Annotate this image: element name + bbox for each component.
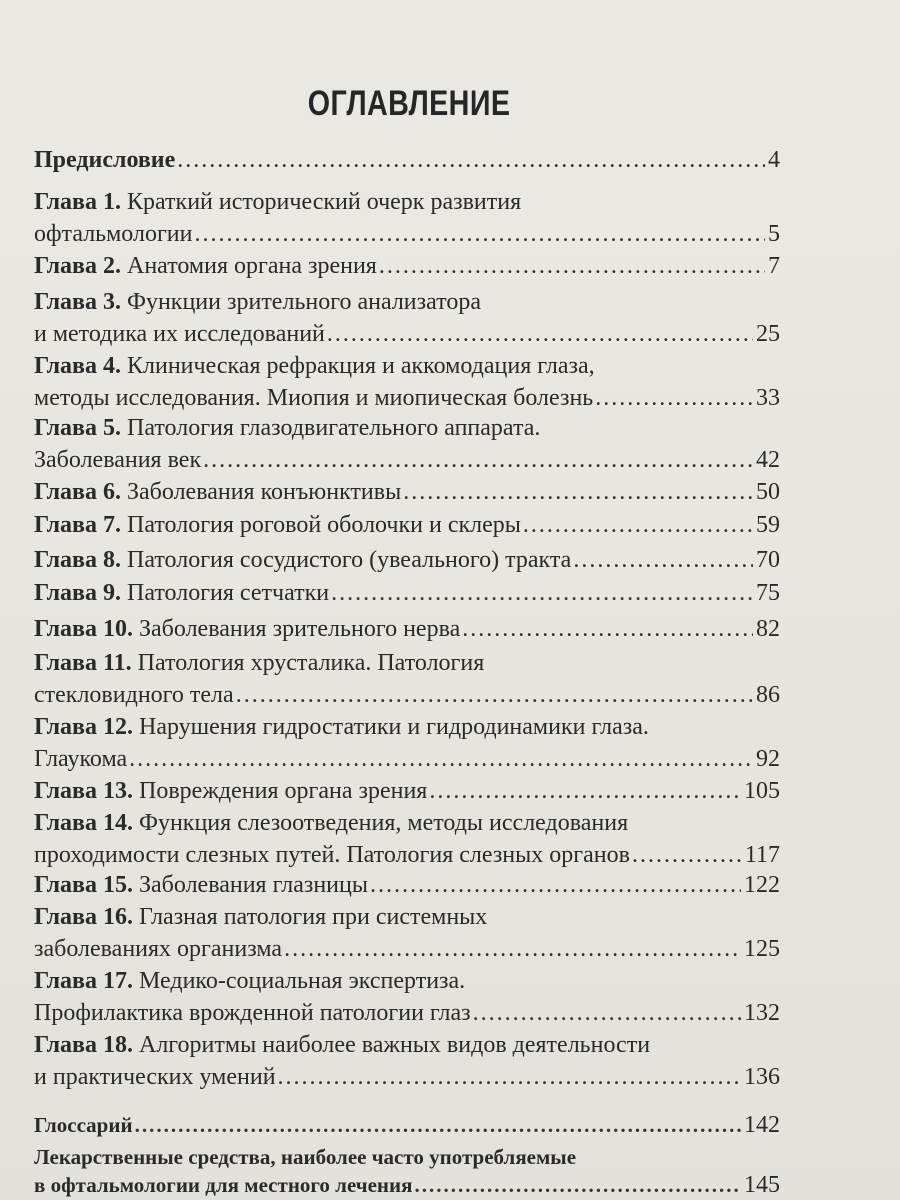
toc-lead-line: [34, 145, 780, 176]
leader-dots: [278, 1062, 741, 1093]
leader-dots: [284, 934, 741, 965]
toc-lead-line: [34, 776, 780, 807]
toc-page-number: 7: [768, 253, 780, 279]
leader-dots: [236, 680, 753, 711]
toc-lead-line: [34, 840, 780, 871]
toc-page-number: 33: [756, 385, 780, 411]
toc-chapter-label: Глава 16.: [34, 904, 133, 930]
toc-chapter-label: Глава 13.: [34, 778, 133, 804]
toc-lead-line: [34, 998, 780, 1029]
toc-chapter-label: Предисловие: [34, 147, 176, 173]
toc-chapter-title: Заболевания глазницы: [139, 872, 368, 898]
toc-chapter-label: Глава 5.: [34, 415, 121, 441]
leader-dots: [414, 1170, 741, 1200]
toc-chapter-title: Нарушения гидростатики и гидродинамики глаза.: [139, 714, 649, 740]
toc-lead-line: [34, 870, 780, 901]
toc-lead-line: [34, 319, 780, 350]
toc-lead-line: [34, 1062, 780, 1093]
leader-dots: [327, 319, 753, 350]
toc-chapter-title: Патология роговой оболочки и склеры: [127, 512, 521, 538]
toc-chapter-title: Медико-социальная экспертиза.: [139, 968, 466, 994]
toc-lead-line: [34, 383, 780, 414]
toc-continuation: проходимости слезных путей. Патология слезных органов: [34, 842, 630, 868]
toc-chapter-title: Функция слезоотведения, методы исследования: [139, 810, 629, 836]
toc-continuation: и практических умений: [34, 1064, 276, 1090]
toc-first-line: [34, 351, 595, 382]
toc-lead-line: [34, 251, 780, 282]
toc-chapter-label: Глава 10.: [34, 616, 133, 642]
toc-continuation: стекловидного тела: [34, 682, 234, 708]
toc-continuation: в офтальмологии для местного лечения: [34, 1173, 413, 1197]
toc-chapter-title: Клиническая рефракция и аккомодация глаза,: [127, 353, 595, 379]
toc-chapter-title: Алгоритмы наиболее важных видов деятельности: [139, 1032, 651, 1058]
leader-dots: [462, 614, 753, 645]
toc-chapter-label: Глава 11.: [34, 650, 132, 676]
toc-first-line: [34, 712, 649, 743]
toc-page-number: 82: [756, 616, 780, 642]
toc-first-line: [34, 966, 465, 997]
toc-first-line: [34, 648, 484, 679]
toc-chapter-title: Функции зрительного анализатора: [127, 289, 481, 315]
toc-page-number: 92: [756, 746, 780, 772]
toc-chapter-label: Глава 14.: [34, 810, 133, 836]
toc-first-line: [34, 287, 481, 318]
toc-page-number: 125: [744, 936, 780, 962]
leader-dots: [429, 776, 741, 807]
page-title: ОГЛАВЛЕНИЕ: [307, 84, 511, 123]
toc-chapter-label: Глава 7.: [34, 512, 121, 538]
toc-page-number: 4: [768, 147, 780, 173]
toc-continuation: и методика их исследований: [34, 321, 325, 347]
toc-continuation: Профилактика врожденной патологии глаз: [34, 1000, 471, 1026]
toc-page-number: 42: [756, 447, 780, 473]
toc-page-number: 142: [744, 1112, 780, 1138]
toc-chapter-label: Глава 12.: [34, 714, 133, 740]
leader-dots: [573, 545, 753, 576]
toc-lead-line: [34, 1170, 780, 1200]
toc-lead-line: [34, 744, 780, 775]
toc-continuation: методы исследования. Миопия и миопическая болезнь: [34, 385, 594, 411]
toc-page-number: 132: [744, 1000, 780, 1026]
toc-first-line: [34, 808, 628, 839]
leader-dots: [177, 145, 765, 176]
toc-continuation: Глаукома: [34, 746, 128, 772]
toc-chapter-label: Глава 18.: [34, 1032, 133, 1058]
toc-lead-line: [34, 614, 780, 645]
toc-chapter-title: Краткий исторический очерк развития: [127, 189, 522, 215]
toc-page-number: 50: [756, 479, 780, 505]
toc-page-number: 5: [768, 221, 780, 247]
leader-dots: [370, 870, 741, 901]
toc-first-line: [34, 1142, 576, 1173]
leader-dots: [379, 251, 765, 282]
toc-lead-line: [34, 510, 780, 541]
toc-page-number: 122: [744, 872, 780, 898]
toc-lead-line: [34, 680, 780, 711]
toc-page-number: 145: [744, 1172, 780, 1198]
toc-lead-line: [34, 445, 780, 476]
leader-dots: [331, 578, 753, 609]
toc-page-number: 59: [756, 512, 780, 538]
leader-dots: [129, 744, 753, 775]
toc-chapter-label: Глава 15.: [34, 872, 133, 898]
toc-page-number: 25: [756, 321, 780, 347]
leader-dots: [473, 998, 741, 1029]
leader-dots: [203, 445, 753, 476]
toc-chapter-label: Глава 17.: [34, 968, 133, 994]
toc-lead-line: [34, 934, 780, 965]
toc-chapter-title: Патология хрусталика. Патология: [137, 650, 485, 676]
leader-dots: [403, 477, 753, 508]
toc-chapter-label: Глава 2.: [34, 253, 121, 279]
toc-chapter-title: Глазная патология при системных: [139, 904, 488, 930]
toc-chapter-label: Глава 3.: [34, 289, 121, 315]
leader-dots: [523, 510, 753, 541]
toc-lead-line: [34, 545, 780, 576]
toc-continuation: Заболевания век: [34, 447, 202, 473]
toc-chapter-title: Заболевания зрительного нерва: [139, 616, 461, 642]
toc-chapter-label: Глава 8.: [34, 547, 121, 573]
toc-chapter-label: Глава 9.: [34, 580, 121, 606]
toc-chapter-title: Патология сетчатки: [127, 580, 330, 606]
toc-first-line: [34, 902, 487, 933]
toc-chapter-title: Анатомия органа зрения: [127, 253, 377, 279]
toc-page-number: 86: [756, 682, 780, 708]
toc-first-line: [34, 1030, 650, 1061]
toc-chapter-title: Заболевания конъюнктивы: [127, 479, 402, 505]
toc-chapter-title: Патология глазодвигательного аппарата.: [127, 415, 541, 441]
toc-continuation: офтальмологии: [34, 221, 193, 247]
toc-chapter-label: Глава 6.: [34, 479, 121, 505]
toc-chapter-title: Повреждения органа зрения: [139, 778, 428, 804]
toc-page-number: 70: [756, 547, 780, 573]
toc-chapter-label: Глава 1.: [34, 189, 121, 215]
leader-dots: [632, 840, 742, 871]
toc-first-line: [34, 413, 540, 444]
toc-lead-line: [34, 1110, 780, 1141]
toc-page-number: 75: [756, 580, 780, 606]
toc-backmatter-title: Лекарственные средства, наиболее часто употребляемые: [34, 1145, 577, 1169]
toc-chapter-title: Патология сосудистого (увеального) тракта: [127, 547, 572, 573]
toc-lead-line: [34, 477, 780, 508]
leader-dots: [135, 1110, 741, 1141]
leader-dots: [195, 219, 766, 250]
toc-backmatter-title: Глоссарий: [34, 1113, 133, 1137]
toc-continuation: заболеваниях организма: [34, 936, 283, 962]
leader-dots: [595, 383, 753, 414]
toc-first-line: [34, 187, 521, 218]
toc-page-number: 117: [744, 842, 780, 868]
toc-chapter-label: Глава 4.: [34, 353, 121, 379]
toc-lead-line: [34, 219, 780, 250]
toc-lead-line: [34, 578, 780, 609]
toc-page-number: 136: [744, 1064, 780, 1090]
toc-page-number: 105: [744, 778, 780, 804]
